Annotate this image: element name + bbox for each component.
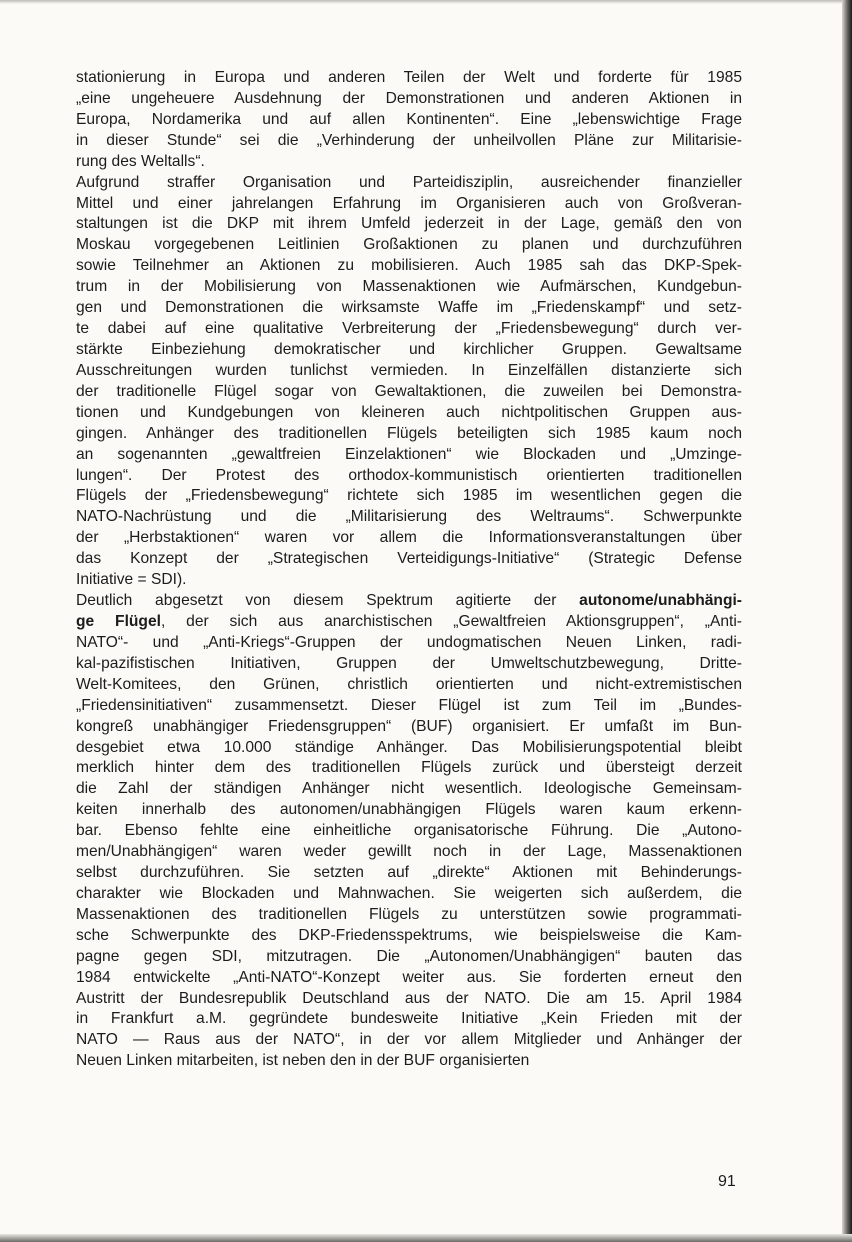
text-run: Flügels der „Friedensbewegung“ richtete sich 1985 im wesentlichen gegen die (76, 487, 742, 505)
text-run: te dabei auf eine qualitative Verbreiterung der „Friedensbewegung“ durch ver- (76, 320, 742, 338)
text-run: tionen und Kundgebungen von kleineren auch nichtpolitischen Gruppen aus- (76, 403, 742, 421)
text-run: NATO-Nachrüstung und die „Militarisierung des Weltraums“. Schwerpunkte (76, 508, 742, 526)
text-run: desgebiet etwa 10.000 ständige Anhänger. Das Mobilisierungspotential bleibt (76, 738, 742, 756)
text-run: der „Herbstaktionen“ waren vor allem die Informationsveranstaltungen über (76, 529, 742, 547)
text-line (76, 1051, 742, 1072)
text-run: bar. Ebenso fehlte eine einheitliche organisatorische Führung. Die „Autono- (76, 822, 742, 840)
text-line (76, 926, 742, 947)
text-run: „Friedensinitiativen“ zusammensetzt. Dieser Flügel ist zum Teil im „Bundes- (76, 696, 742, 714)
text-run: in Frankfurt a.M. gegründete bundesweite Initiative „Kein Frieden mit der (76, 1010, 742, 1028)
text-line (76, 298, 742, 319)
text-line (76, 947, 742, 968)
text-run: Welt-Komitees, den Grünen, christlich orientierten und nicht-extremistischen (76, 675, 742, 693)
text-run: stationierung in Europa und anderen Teilen der Welt und forderte für 1985 (76, 69, 742, 86)
text-run: gingen. Anhänger des traditionellen Flügels beteiligten sich 1985 kaum noch (76, 424, 742, 442)
text-run: Massenaktionen des traditionellen Flügels zu unterstützen sowie programmati- (76, 905, 742, 923)
text-run: Moskau vorgegebenen Leitlinien Großaktionen zu planen und durchzuführen (76, 236, 742, 254)
text-line (76, 277, 742, 298)
text-run: Austritt der Bundesrepublik Deutschland aus der NATO. Die am 15. April 1984 (76, 989, 742, 1007)
text-run: sowie Teilnehmer an Aktionen zu mobilisieren. Auch 1985 sah das DKP-Spek- (76, 257, 742, 275)
text-line (76, 173, 742, 194)
text-line (76, 633, 742, 654)
text-line (76, 403, 742, 424)
text-run: Aufgrund straffer Organisation und Parteidisziplin, ausreichender finanzieller (76, 173, 742, 191)
text-run: „eine ungeheuere Ausdehnung der Demonstrationen und anderen Aktionen in (76, 89, 742, 107)
text-line (76, 361, 742, 382)
text-run: staltungen ist die DKP mit ihrem Umfeld jederzeit in der Lage, gemäß den von (76, 215, 742, 233)
text-run: , der sich aus anarchistischen „Gewaltfreien Aktionsgruppen“, „Anti- (160, 612, 743, 630)
text-line (76, 445, 742, 466)
text-run: Ausschreitungen wurden tunlichst vermieden. In Einzelfällen distanzierte sich (76, 361, 742, 379)
text-line (76, 486, 742, 507)
text-run: Initiative = SDI). (76, 571, 187, 589)
text-line (76, 214, 742, 235)
text-line (76, 779, 742, 800)
text-run: charakter wie Blockaden und Mahnwachen. Sie weigerten sich außerdem, die (76, 884, 742, 902)
page-number: 91 (718, 1173, 736, 1190)
scan-edge-top (0, 0, 852, 4)
text-line (76, 152, 742, 173)
text-line (76, 758, 742, 779)
text-run: Europa, Nordamerika und auf allen Kontinenten“. Eine „lebenswichtige Frage (76, 110, 742, 128)
text-line (76, 110, 742, 131)
text-line (76, 1009, 742, 1030)
bold-term: autonome/unabhängi- (579, 592, 742, 610)
text-line (76, 696, 742, 717)
text-run: NATO“- und „Anti-Kriegs“-Gruppen der undogmatischen Neuen Linken, radi- (76, 633, 742, 651)
text-line (76, 591, 742, 612)
text-run: merklich hinter dem des traditionellen Flügels zurück und übersteigt derzeit (76, 759, 742, 777)
text-run: rung des Weltalls“. (76, 152, 205, 170)
text-line (76, 466, 742, 487)
bold-term: ge Flügel (76, 612, 161, 630)
text-line (76, 612, 742, 633)
text-line (76, 800, 742, 821)
text-line (76, 675, 742, 696)
text-line (76, 884, 742, 905)
text-line (76, 717, 742, 738)
text-line (76, 256, 742, 277)
text-run: die Zahl der ständigen Anhänger nicht wesentlich. Ideologische Gemeinsam- (76, 780, 742, 798)
text-line (76, 1030, 742, 1051)
text-line (76, 989, 742, 1010)
text-line (76, 738, 742, 759)
text-run: keiten innerhalb des autonomen/unabhängigen Flügels waren kaum erkenn- (76, 801, 742, 819)
text-line (76, 528, 742, 549)
text-run: Mittel und einer jahrelangen Erfahrung im Organisieren auch von Großveran- (76, 194, 742, 212)
text-run: lungen“. Der Protest des orthodox-kommunistisch orientierten traditionellen (76, 466, 742, 484)
text-line (76, 319, 742, 340)
text-line (76, 131, 742, 152)
text-line (76, 340, 742, 361)
text-run: kal-pazifistischen Initiativen, Gruppen der Umweltschutzbewegung, Dritte- (76, 654, 742, 672)
text-run: gen und Demonstrationen die wirksamste Waffe im „Friedenskampf“ und setz- (76, 299, 742, 317)
text-line (76, 235, 742, 256)
text-run: sche Schwerpunkte des DKP-Friedensspektrums, wie beispielsweise die Kam- (76, 926, 742, 944)
text-line (76, 570, 742, 591)
scan-edge-right (842, 0, 852, 1242)
text-line (76, 968, 742, 989)
text-run: 1984 entwickelte „Anti-NATO“-Konzept weiter aus. Sie forderten erneut den (76, 968, 742, 986)
text-run: NATO — Raus aus der NATO“, in der vor allem Mitglieder und Anhänger der (76, 1031, 742, 1049)
text-line (76, 549, 742, 570)
text-line (76, 424, 742, 445)
text-line (76, 194, 742, 215)
text-run: selbst durchzuführen. Sie setzten auf „direkte“ Aktionen mit Behinderungs- (76, 864, 742, 882)
text-line (76, 863, 742, 884)
text-run: men/Unabhängigen“ waren weder gewillt noch in der Lage, Massenaktionen (76, 843, 742, 861)
text-run: der traditionelle Flügel sogar von Gewaltaktionen, die zuweilen bei Demonstra- (76, 382, 742, 400)
text-run: kongreß unabhängiger Friedensgruppen“ (BUF) organisiert. Er umfaßt im Bun- (76, 717, 742, 735)
text-run: pagne gegen SDI, mitzutragen. Die „Autonomen/Unabhängigen“ bauten das (76, 947, 742, 965)
text-line (76, 68, 742, 89)
text-run: in dieser Stunde“ sei die „Verhinderung der unheilvollen Pläne zur Militarisie- (76, 131, 742, 149)
text-run: an sogenannten „gewaltfreien Einzelaktionen“ wie Blockaden und „Umzinge- (76, 445, 742, 463)
text-line (76, 507, 742, 528)
text-run: trum in der Mobilisierung von Massenaktionen wie Aufmärschen, Kundgebun- (76, 278, 742, 296)
text-run: das Konzept der „Strategischen Verteidigungs-Initiative“ (Strategic Defense (76, 550, 742, 568)
text-run: Deutlich abgesetzt von diesem Spektrum agitierte der (76, 592, 580, 610)
text-line (76, 654, 742, 675)
text-line (76, 821, 742, 842)
text-run: Neuen Linken mitarbeiten, ist neben den in der BUF organisierten (76, 1052, 530, 1070)
text-run: stärkte Einbeziehung demokratischer und kirchlicher Gruppen. Gewaltsame (76, 340, 742, 358)
text-line (76, 89, 742, 110)
text-line (76, 842, 742, 863)
text-line (76, 905, 742, 926)
body-text (76, 68, 742, 1072)
scan-edge-bottom (0, 1234, 852, 1242)
text-line (76, 382, 742, 403)
